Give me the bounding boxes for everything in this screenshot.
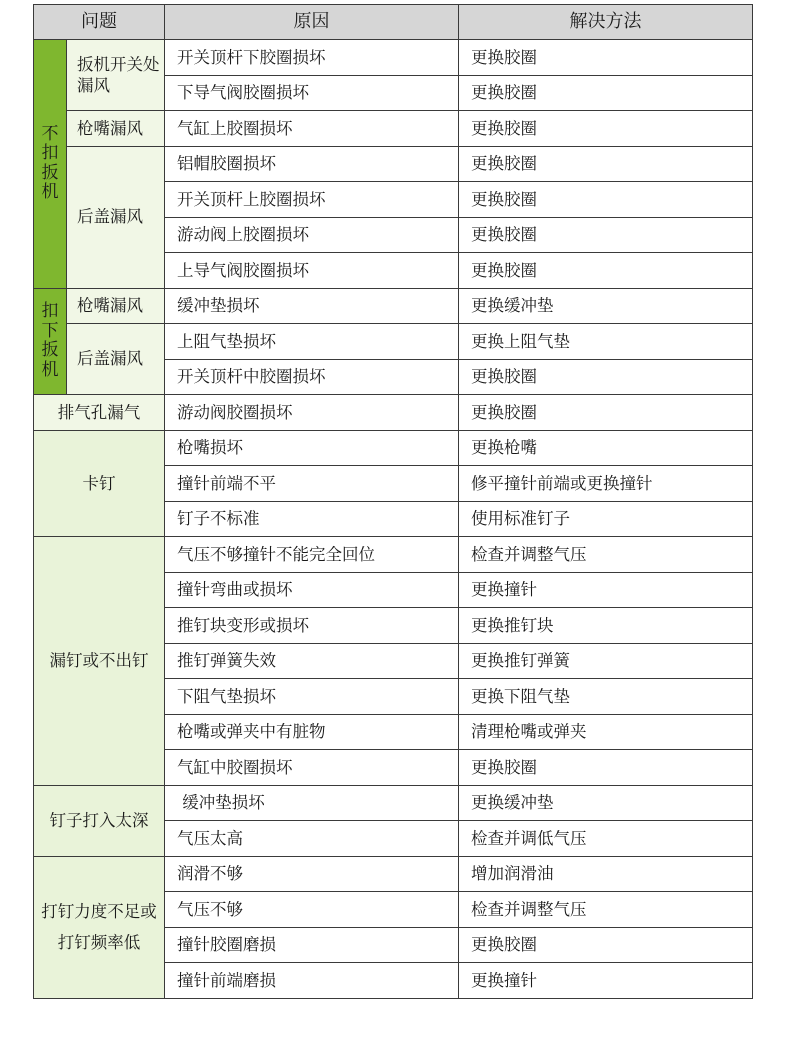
sub-issue: 后盖漏风 <box>67 146 165 288</box>
table-row <box>34 40 753 76</box>
table-row <box>34 288 753 324</box>
cause-cell: 撞针弯曲或损坏 <box>165 572 459 608</box>
cause-cell: 撞针前端不平 <box>165 466 459 502</box>
cause-cell: 气缸上胶圈损坏 <box>165 111 459 147</box>
cause-cell: 推钉弹簧失效 <box>165 643 459 679</box>
cause-cell: 开关顶杆下胶圈损坏 <box>165 40 459 76</box>
group-not-pulled: 不扣扳机 <box>34 40 67 289</box>
solution-cell: 检查并调整气压 <box>459 892 753 928</box>
table-row <box>34 785 753 821</box>
cause-cell: 气压太高 <box>165 821 459 857</box>
cause-cell: 缓冲垫损坏 <box>165 785 459 821</box>
solution-cell: 清理枪嘴或弹夹 <box>459 714 753 750</box>
solution-cell: 更换胶圈 <box>459 111 753 147</box>
solution-cell: 更换胶圈 <box>459 146 753 182</box>
solution-cell: 更换推钉弹簧 <box>459 643 753 679</box>
solution-cell: 更换下阻气垫 <box>459 679 753 715</box>
solution-cell: 更换撞针 <box>459 572 753 608</box>
solution-cell: 更换缓冲垫 <box>459 785 753 821</box>
solution-cell: 检查并调低气压 <box>459 821 753 857</box>
table-row <box>34 537 753 573</box>
solution-cell: 更换胶圈 <box>459 217 753 253</box>
cause-cell: 气缸中胶圈损坏 <box>165 750 459 786</box>
table-row <box>34 395 753 431</box>
cause-cell: 上阻气垫损坏 <box>165 324 459 360</box>
table-row <box>34 430 753 466</box>
cause-cell: 缓冲垫损坏 <box>165 288 459 324</box>
table-row <box>34 856 753 892</box>
cause-cell: 下导气阀胶圈损坏 <box>165 75 459 111</box>
sub-issue: 扳机开关处漏风 <box>67 40 165 111</box>
solution-cell: 更换胶圈 <box>459 927 753 963</box>
issue-cell: 打钉力度不足或打钉频率低 <box>34 856 165 998</box>
solution-cell: 更换胶圈 <box>459 395 753 431</box>
solution-cell: 更换撞针 <box>459 963 753 999</box>
troubleshooting-table <box>33 4 753 999</box>
table-row <box>34 146 753 182</box>
solution-cell: 更换上阻气垫 <box>459 324 753 360</box>
solution-cell: 使用标准钉子 <box>459 501 753 537</box>
cause-cell: 钉子不标准 <box>165 501 459 537</box>
cause-cell: 枪嘴或弹夹中有脏物 <box>165 714 459 750</box>
sub-issue: 后盖漏风 <box>67 324 165 395</box>
cause-cell: 开关顶杆中胶圈损坏 <box>165 359 459 395</box>
table-row <box>34 111 753 147</box>
cause-cell: 游动阀胶圈损坏 <box>165 395 459 431</box>
header-problem: 问题 <box>34 5 165 40</box>
header-row <box>34 5 753 40</box>
cause-cell: 上导气阀胶圈损坏 <box>165 253 459 289</box>
sub-issue: 枪嘴漏风 <box>67 288 165 324</box>
sub-issue: 枪嘴漏风 <box>67 111 165 147</box>
header-cause: 原因 <box>165 5 459 40</box>
solution-cell: 修平撞针前端或更换撞针 <box>459 466 753 502</box>
cause-cell: 撞针胶圈磨损 <box>165 927 459 963</box>
cause-cell: 推钉块变形或损坏 <box>165 608 459 644</box>
cause-cell: 润滑不够 <box>165 856 459 892</box>
cause-cell: 撞针前端磨损 <box>165 963 459 999</box>
cause-cell: 气压不够撞针不能完全回位 <box>165 537 459 573</box>
cause-cell: 铝帽胶圈损坏 <box>165 146 459 182</box>
issue-cell: 排气孔漏气 <box>34 395 165 431</box>
solution-cell: 增加润滑油 <box>459 856 753 892</box>
cause-cell: 下阻气垫损坏 <box>165 679 459 715</box>
header-solution: 解决方法 <box>459 5 753 40</box>
solution-cell: 更换胶圈 <box>459 75 753 111</box>
solution-cell: 检查并调整气压 <box>459 537 753 573</box>
issue-cell: 钉子打入太深 <box>34 785 165 856</box>
solution-cell: 更换缓冲垫 <box>459 288 753 324</box>
issue-cell: 卡钉 <box>34 430 165 537</box>
group-pulled: 扣下扳机 <box>34 288 67 395</box>
solution-cell: 更换胶圈 <box>459 750 753 786</box>
cause-cell: 枪嘴损坏 <box>165 430 459 466</box>
cause-cell: 游动阀上胶圈损坏 <box>165 217 459 253</box>
cause-cell: 气压不够 <box>165 892 459 928</box>
solution-cell: 更换枪嘴 <box>459 430 753 466</box>
solution-cell: 更换胶圈 <box>459 40 753 76</box>
issue-cell: 漏钉或不出钉 <box>34 537 165 786</box>
solution-cell: 更换胶圈 <box>459 253 753 289</box>
cause-cell: 开关顶杆上胶圈损坏 <box>165 182 459 218</box>
solution-cell: 更换推钉块 <box>459 608 753 644</box>
solution-cell: 更换胶圈 <box>459 182 753 218</box>
solution-cell: 更换胶圈 <box>459 359 753 395</box>
table-row <box>34 324 753 360</box>
